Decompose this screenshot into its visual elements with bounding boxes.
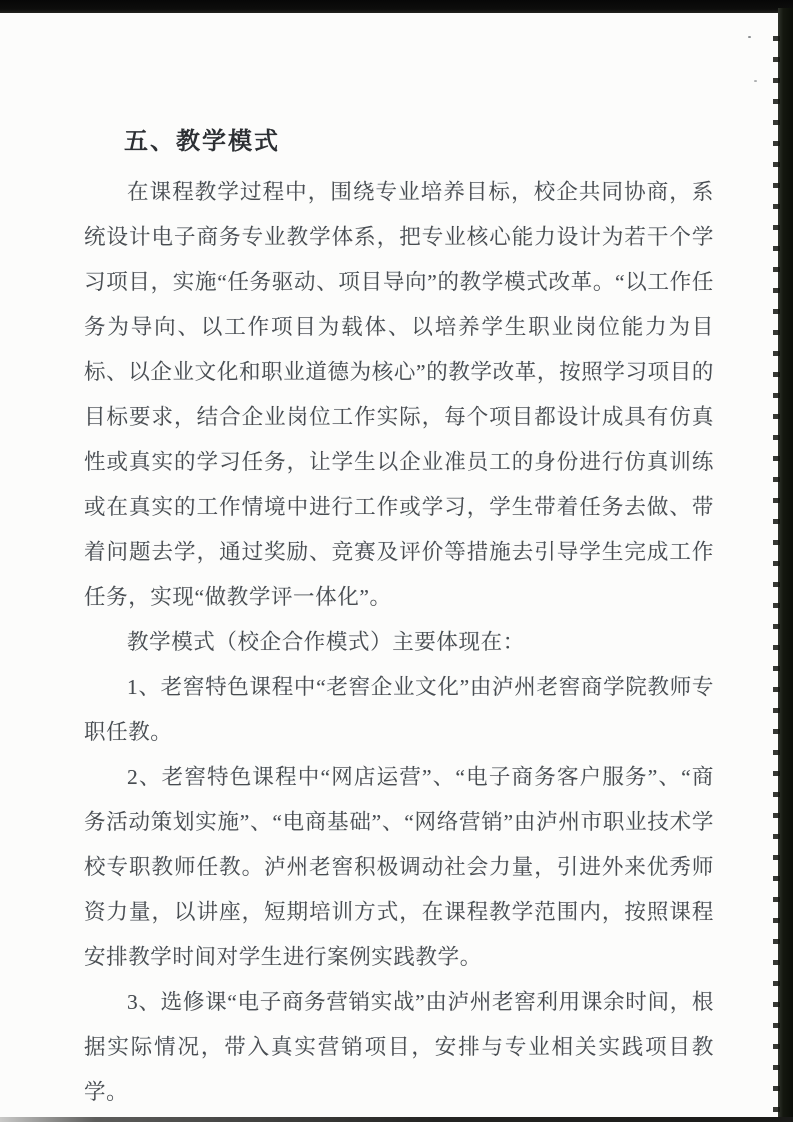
scan-edge-right (778, 8, 793, 1122)
scan-speck (748, 36, 751, 38)
paragraph-item-1: 1、老窖特色课程中“老窖企业文化”由泸州老窖商学院教师专职任教。 (84, 675, 714, 744)
scan-edge-top (0, 0, 793, 13)
paragraph-item-3: 3、选修课“电子商务营销实战”由泸州老窖利用课余时间，根据实际情况，带入真实营销项目，安排与专业相关实践项目教学。 (84, 990, 714, 1104)
paragraph-cooperation-intro: 教学模式（校企合作模式）主要体现在： (127, 630, 525, 654)
paragraph-item-2: 2、老窖特色课程中“网店运营”、“电子商务客户服务”、“商务活动策划实施”、“电商基础”、“网络营销”由泸州市职业技术学校专职教师任教。泸州老窖积极调动社会力量，引进外来优秀师资力量，以讲座，短期培训方式，在课程教学范围内，按照课程安排教学时间对学生进行案例实践教学。 (84, 765, 714, 969)
scan-binding-dots (773, 20, 780, 1116)
scan-speck (754, 80, 757, 82)
section-heading: 五、教学模式 (124, 128, 280, 155)
scan-edge-bottom (0, 1117, 793, 1122)
paragraph-teaching-mode-overview: 在课程教学过程中，围绕专业培养目标，校企共同协商，系统设计电子商务专业教学体系，把专业核心能力设计为若干个学习项目，实施“任务驱动、项目导向”的教学模式改革。“以工作任务为导向、以工作项目为载体、以培养学生职业岗位能力为目标、以企业文化和职业道德为核心”的教学改革，按照学习项目的目标要求，结合企业岗位工作实际，每个项目都设计成具有仿真性或真实的学习任务，让学生以企业准员工的身份进行仿真训练或在真实的工作情境中进行工作或学习，学生带着任务去做、带着问题去学，通过奖励、竞赛及评价等措施去引导学生完成工作任务，实现“做教学评一体化”。 (84, 180, 714, 609)
document-content (84, 120, 714, 1115)
